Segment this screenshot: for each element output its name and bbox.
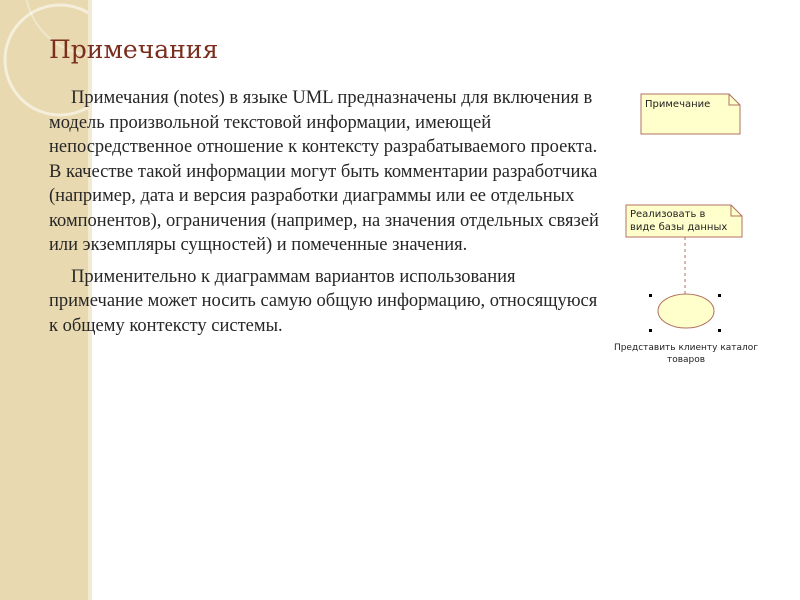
selection-handle-icon — [718, 294, 721, 297]
slide-title: Примечания — [49, 35, 219, 64]
uml-note-simple — [641, 94, 740, 134]
usecase-caption-line1: Представить клиенту каталог — [613, 343, 759, 353]
usecase-ellipse — [658, 294, 714, 328]
paragraph-notes-definition: Примечания (notes) в языке UML предназначены для включения в модель произвольной текстовой информации, имеющей непосредственное отношение к контексту разрабатываемого проекта. В качестве такой информации могут быть комментарии разработчика (например, дата и версия разработки диаграммы или ее отдельных компонентов), ограничения (например, на значения отдельных связей или экземпляры сущностей) и помеченные значения. — [49, 88, 599, 255]
selection-handle-icon — [649, 329, 652, 332]
note2-line1: Реализовать в — [630, 209, 706, 220]
note2-line2: виде базы данных — [630, 222, 728, 233]
note1-label: Примечание — [645, 99, 711, 110]
usecase-caption-line2: товаров — [666, 355, 706, 365]
selection-handle-icon — [649, 294, 652, 297]
uml-note-database — [626, 205, 742, 237]
paragraph-usecase-notes: Применительно к диаграммам вариантов использования примечание может носить самую общую информацию, относящуюся к общему контексту системы. — [49, 266, 598, 336]
selection-handle-icon — [718, 329, 721, 332]
